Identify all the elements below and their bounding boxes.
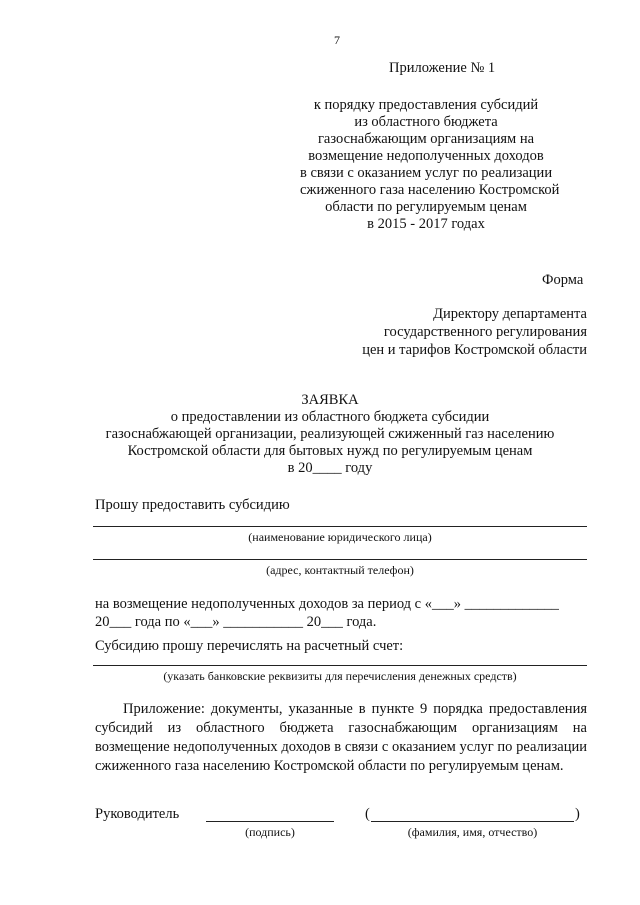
entity-caption: (наименование юридического лица) xyxy=(248,530,432,544)
form-label: Форма xyxy=(542,272,584,288)
period-line-2: 20___ года по «___» ___________ 20___ года. xyxy=(95,614,377,630)
addressee-block xyxy=(300,305,587,359)
page-number: 7 xyxy=(334,33,340,47)
entity-name-line[interactable] xyxy=(93,526,587,527)
request-title: ЗАЯВКА xyxy=(301,392,359,408)
bank-caption: (указать банковские реквизиты для перечисления денежных средств) xyxy=(163,669,517,683)
request-line: в 20____ году xyxy=(287,460,373,476)
addressee-line: государственного регулирования xyxy=(383,324,587,340)
appendix-line: из областного бюджета xyxy=(354,114,498,130)
appendix-line: области по регулируемым ценам xyxy=(325,199,527,215)
appendix-line: к порядку предоставления субсидий xyxy=(313,97,539,113)
bank-details-line[interactable] xyxy=(93,665,587,666)
request-ask: Прошу предоставить субсидию xyxy=(95,497,290,513)
addressee-line: Директору департамента xyxy=(433,306,587,322)
request-block xyxy=(60,392,600,477)
head-label: Руководитель xyxy=(95,806,180,822)
account-label: Субсидию прошу перечислять на расчетный счет: xyxy=(95,638,404,654)
signature-caption: (подпись) xyxy=(245,825,295,839)
appendix-line: возмещение недополученных доходов xyxy=(308,148,544,164)
appendix-block xyxy=(300,97,560,233)
address-caption: (адрес, контактный телефон) xyxy=(266,563,414,577)
request-line: о предоставлении из областного бюджета субсидии xyxy=(170,409,490,425)
close-paren: ) xyxy=(575,806,580,822)
appendix-line: в связи с оказанием услуг по реализации xyxy=(300,165,553,181)
appendix-line: сжиженного газа населению Костромской xyxy=(300,182,560,198)
full-name-caption: (фамилия, имя, отчество) xyxy=(407,825,538,839)
appendix-line: в 2015 - 2017 годах xyxy=(367,216,485,232)
request-line: Костромской области для бытовых нужд по регулируемым ценам xyxy=(127,443,533,459)
addressee-line: цен и тарифов Костромской области xyxy=(362,342,587,358)
appendix-line: газоснабжающим организациям на xyxy=(317,131,535,147)
full-name-line[interactable] xyxy=(371,821,574,822)
period-line-1: на возмещение недополученных доходов за период с «___» _____________ xyxy=(95,596,559,612)
open-paren: ( xyxy=(365,806,370,822)
attachment-paragraph: Приложение: документы, указанные в пункте 9 порядка предоставления субсидий из областного бюджета газоснабжающим организациям на возмещение недополученных доходов в связи с оказанием услуг по реализации сжиженного газа населению Костромской области по регулируемым ценам. xyxy=(95,701,587,774)
signature-line[interactable] xyxy=(206,821,334,822)
request-line: газоснабжающей организации, реализующей сжиженный газ населению xyxy=(105,426,555,442)
appendix-title: Приложение № 1 xyxy=(389,60,496,76)
address-line[interactable] xyxy=(93,559,587,560)
